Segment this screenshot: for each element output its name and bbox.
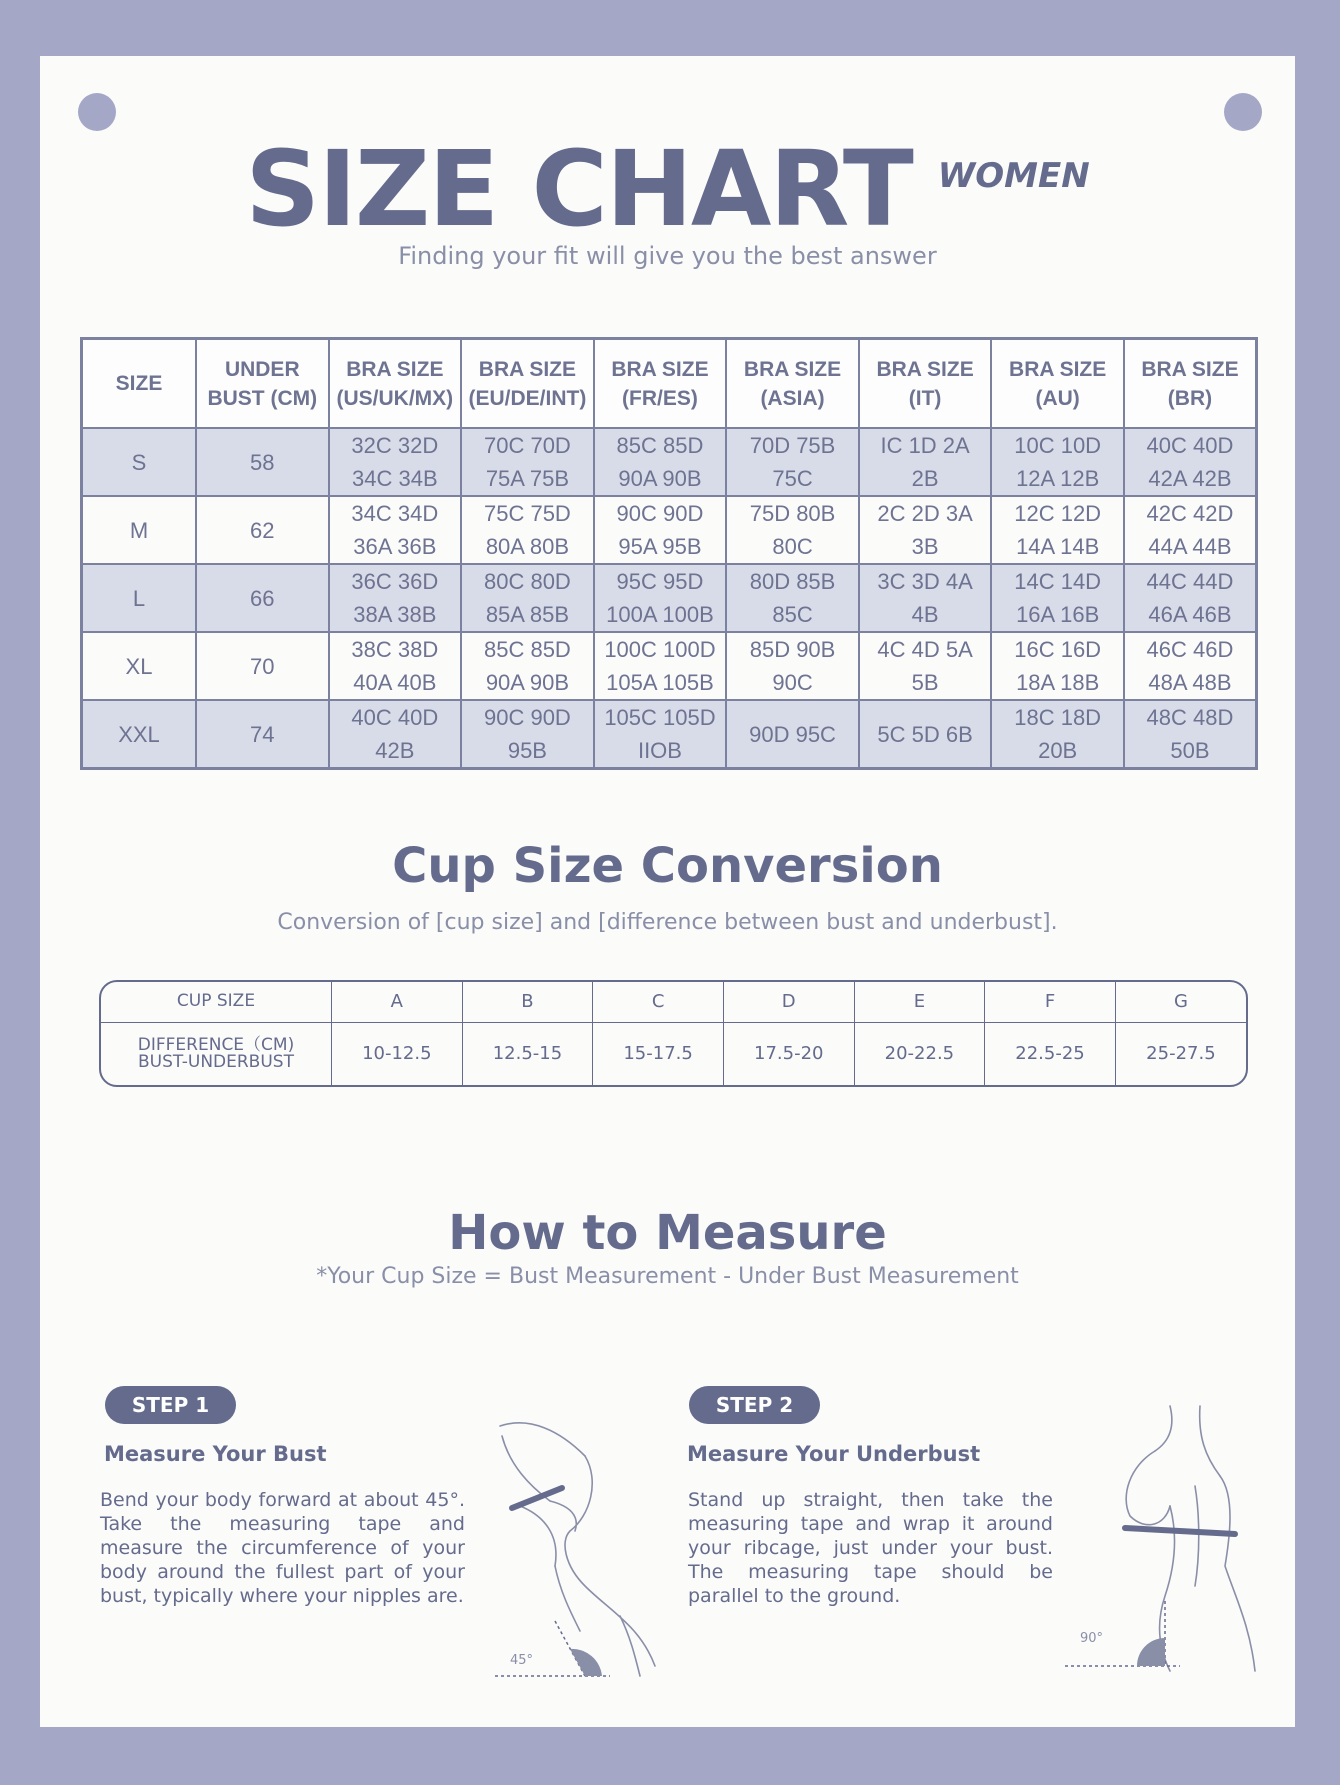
bra-size-cell [594, 496, 727, 564]
bra-size-cell [991, 564, 1124, 632]
bra-size-value: 90A 90B [618, 466, 702, 491]
bra-size-cell [726, 632, 859, 700]
bra-size-value: 42A 42B [1148, 466, 1232, 491]
bra-size-value: 5B [911, 670, 939, 695]
bra-size-cell [594, 428, 727, 496]
bra-size-value: 46C 46D [1146, 637, 1234, 662]
bra-size-cell [859, 428, 992, 496]
size-cell: XXL [82, 700, 197, 769]
bra-size-cell [991, 496, 1124, 564]
difference-label [101, 1022, 332, 1085]
step1-angle-label: 45° [510, 1653, 534, 1668]
bra-size-value: 12A 12B [1016, 466, 1100, 491]
bra-size-value: 75C 75D [483, 501, 571, 526]
bra-size-cell [461, 700, 594, 769]
cup-section-title: Cup Size Conversion [392, 838, 943, 894]
underbust-measure-illustration [1060, 1396, 1285, 1676]
bra-size-value: 2B [911, 466, 939, 491]
bra-size-value: 16C 16D [1014, 637, 1102, 662]
bra-size-value: 34C 34B [352, 466, 438, 491]
bra-size-value: 44C 44D [1146, 569, 1234, 594]
cup-size-cell: F [985, 982, 1116, 1022]
bra-size-value: 90C 90D [616, 501, 704, 526]
page-title: SIZE CHART [245, 128, 912, 250]
bra-size-value: 75D 80B [749, 501, 836, 526]
bust-measure-illustration [490, 1406, 700, 1686]
size-cell: XL [82, 632, 197, 700]
bra-size-value: 4C 4D 5A [877, 637, 973, 662]
bra-size-value: 105C 105D [604, 705, 716, 730]
bra-size-cell [859, 632, 992, 700]
bra-size-cell [461, 564, 594, 632]
difference-cell: 15-17.5 [593, 1022, 724, 1085]
bra-size-value: 80C 80D [483, 569, 571, 594]
bra-size-cell [1124, 632, 1257, 700]
size-table-column-header: BRA SIZE (US/UK/MX) [329, 339, 462, 429]
size-table-column-header: BRA SIZE (FR/ES) [594, 339, 727, 429]
size-table-column-header: SIZE [82, 339, 197, 429]
size-cell: M [82, 496, 197, 564]
bra-size-value: IIOB [637, 738, 682, 763]
bra-size-cell [859, 700, 992, 769]
difference-cell: 17.5-20 [723, 1022, 854, 1085]
under-bust-cell: 58 [196, 428, 329, 496]
bra-size-value: 50B [1170, 738, 1210, 763]
cup-size-row [101, 982, 1246, 1022]
size-table-column-header: BRA SIZE (BR) [1124, 339, 1257, 429]
cup-conversion-table [99, 980, 1248, 1087]
bra-size-value: 85A 85B [485, 602, 569, 627]
step1-heading: Measure Your Bust [104, 1442, 327, 1466]
pin-decoration-right [1224, 93, 1262, 131]
bra-size-value: 36C 36D [351, 569, 439, 594]
bra-size-value: 10C 10D [1014, 433, 1102, 458]
difference-cell: 20-22.5 [854, 1022, 985, 1085]
bra-size-cell [461, 496, 594, 564]
bra-size-cell [991, 632, 1124, 700]
size-table-column-header: BRA SIZE (AU) [991, 339, 1124, 429]
bra-size-value: 100C 100D [604, 637, 716, 662]
bra-size-cell [1124, 496, 1257, 564]
bra-size-value: IC 1D 2A [880, 433, 970, 458]
cup-size-cell: D [723, 982, 854, 1022]
bra-size-cell [594, 632, 727, 700]
size-cell: S [82, 428, 197, 496]
cup-size-cell: G [1115, 982, 1246, 1022]
bra-size-value: 48A 48B [1148, 670, 1232, 695]
size-table-header [82, 339, 1257, 429]
bra-size-value: 70C 70D [483, 433, 571, 458]
step2-badge: STEP 2 [689, 1386, 820, 1424]
measure-section-title: How to Measure [448, 1205, 887, 1261]
cup-size-cell: C [593, 982, 724, 1022]
bra-size-cell [329, 428, 462, 496]
bra-size-value: 14C 14D [1014, 569, 1102, 594]
bra-size-value: 16A 16B [1016, 602, 1100, 627]
bra-size-value: 18A 18B [1016, 670, 1100, 695]
bra-size-value: 42C 42D [1146, 501, 1234, 526]
under-bust-cell: 66 [196, 564, 329, 632]
cup-size-cell: B [462, 982, 593, 1022]
bra-size-cell [329, 632, 462, 700]
bra-size-value: 3B [911, 534, 939, 559]
bra-size-value: 12C 12D [1014, 501, 1102, 526]
bra-size-value: 38A 38B [353, 602, 437, 627]
bra-size-value: 90C 90D [483, 705, 571, 730]
bra-size-cell [726, 496, 859, 564]
bra-size-value: 85C 85D [483, 637, 571, 662]
bra-size-value: 42B [375, 738, 415, 763]
bra-size-cell [991, 700, 1124, 769]
bra-size-value: 4B [911, 602, 939, 627]
bra-size-value: 32C 32D [351, 433, 439, 458]
audience-tag: WOMEN [937, 156, 1090, 196]
cup-size-label: CUP SIZE [176, 991, 256, 1012]
title-block [40, 128, 1295, 250]
cup-size-cell: E [854, 982, 985, 1022]
bra-size-value: 85D 90B [749, 637, 836, 662]
bra-size-cell [1124, 428, 1257, 496]
bra-size-value: 100A 100B [606, 602, 714, 627]
bra-size-cell [726, 428, 859, 496]
bra-size-cell [991, 428, 1124, 496]
bra-size-cell [329, 564, 462, 632]
bra-size-value: 85C 85D [616, 433, 704, 458]
bra-size-cell [1124, 700, 1257, 769]
bra-size-cell [461, 428, 594, 496]
bra-size-cell [726, 700, 859, 769]
under-bust-cell: 62 [196, 496, 329, 564]
measure-section-subtitle: *Your Cup Size = Bust Measurement - Under Bust Measurement [316, 1264, 1019, 1289]
bra-size-value: 95B [507, 738, 547, 763]
bra-size-value: 14A 14B [1016, 534, 1100, 559]
bra-size-cell [329, 700, 462, 769]
bra-size-cell [726, 564, 859, 632]
size-table [80, 337, 1258, 770]
cup-size-cell: A [332, 982, 463, 1022]
bra-size-value: 95C 95D [616, 569, 704, 594]
size-table-row [82, 428, 1257, 496]
size-chart-card [40, 56, 1295, 1727]
size-cell: L [82, 564, 197, 632]
bra-size-value: 20B [1038, 738, 1078, 763]
under-bust-cell: 74 [196, 700, 329, 769]
step2-heading: Measure Your Underbust [687, 1442, 981, 1466]
difference-cell: 25-27.5 [1115, 1022, 1246, 1085]
bra-size-cell [1124, 564, 1257, 632]
bra-size-value: 105A 105B [606, 670, 714, 695]
size-table-row [82, 700, 1257, 769]
bra-size-value: 36A 36B [353, 534, 437, 559]
step2-angle-label: 90° [1080, 1631, 1104, 1646]
bra-size-value: 2C 2D 3A [877, 501, 973, 526]
bra-size-value: 80C [772, 534, 813, 559]
difference-cell: 10-12.5 [332, 1022, 463, 1085]
bra-size-value: 95A 95B [618, 534, 702, 559]
bra-size-value: 90A 90B [485, 670, 569, 695]
cup-section-subtitle: Conversion of [cup size] and [difference between bust and underbust]. [277, 910, 1058, 935]
bra-size-cell [859, 496, 992, 564]
bra-size-value: 75C [772, 466, 813, 491]
size-table-row [82, 496, 1257, 564]
size-table-column-header: BRA SIZE (IT) [859, 339, 992, 429]
bra-size-value: 38C 38D [351, 637, 439, 662]
bra-size-cell [594, 564, 727, 632]
pin-decoration-left [78, 93, 116, 131]
step2-text: Stand up straight, then take the measuring tape and wrap it around your ribcage, just under your bust. The measuring tape should be parallel to the ground. [688, 1489, 1053, 1607]
bra-size-value: 3C 3D 4A [877, 569, 973, 594]
bra-size-value: 46A 46B [1148, 602, 1232, 627]
difference-cell: 12.5-15 [462, 1022, 593, 1085]
size-table-column-header: BRA SIZE (ASIA) [726, 339, 859, 429]
step1-badge: STEP 1 [105, 1386, 236, 1424]
difference-label-line2: BUST-UNDERBUST [138, 1051, 294, 1072]
difference-cell: 22.5-25 [985, 1022, 1116, 1085]
bra-size-value: 70D 75B [749, 433, 836, 458]
bra-size-value: 75A 75B [485, 466, 569, 491]
bra-size-value: 90C [772, 670, 813, 695]
size-table-column-header: BRA SIZE (EU/DE/INT) [461, 339, 594, 429]
page-subtitle: Finding your fit will give you the best answer [398, 242, 937, 270]
bra-size-cell [594, 700, 727, 769]
size-table-column-header: UNDER BUST (CM) [196, 339, 329, 429]
under-bust-cell: 70 [196, 632, 329, 700]
bra-size-cell [329, 496, 462, 564]
bra-size-value: 80D 85B [749, 569, 836, 594]
bra-size-cell [461, 632, 594, 700]
difference-row [101, 1022, 1246, 1085]
bra-size-value: 44A 44B [1148, 534, 1232, 559]
size-table-row [82, 632, 1257, 700]
bra-size-value: 5C 5D 6B [877, 721, 973, 747]
step1-text: Bend your body forward at about 45°. Take the measuring tape and measure the circumference of your body around the fullest part of your bust, typically where your nipples are. [100, 1489, 465, 1607]
difference-label-line1: DIFFERENCE（CM) [137, 1034, 295, 1055]
bra-size-value: 40C 40D [1146, 433, 1234, 458]
bra-size-cell [859, 564, 992, 632]
bra-size-value: 40C 40D [351, 705, 439, 730]
bra-size-value: 48C 48D [1146, 705, 1234, 730]
size-table-row [82, 564, 1257, 632]
bra-size-value: 80A 80B [485, 534, 569, 559]
bra-size-value: 34C 34D [351, 501, 439, 526]
bra-size-value: 90D 95C [749, 721, 836, 747]
bra-size-value: 40A 40B [353, 670, 437, 695]
bra-size-value: 85C [772, 602, 813, 627]
bra-size-value: 18C 18D [1014, 705, 1102, 730]
